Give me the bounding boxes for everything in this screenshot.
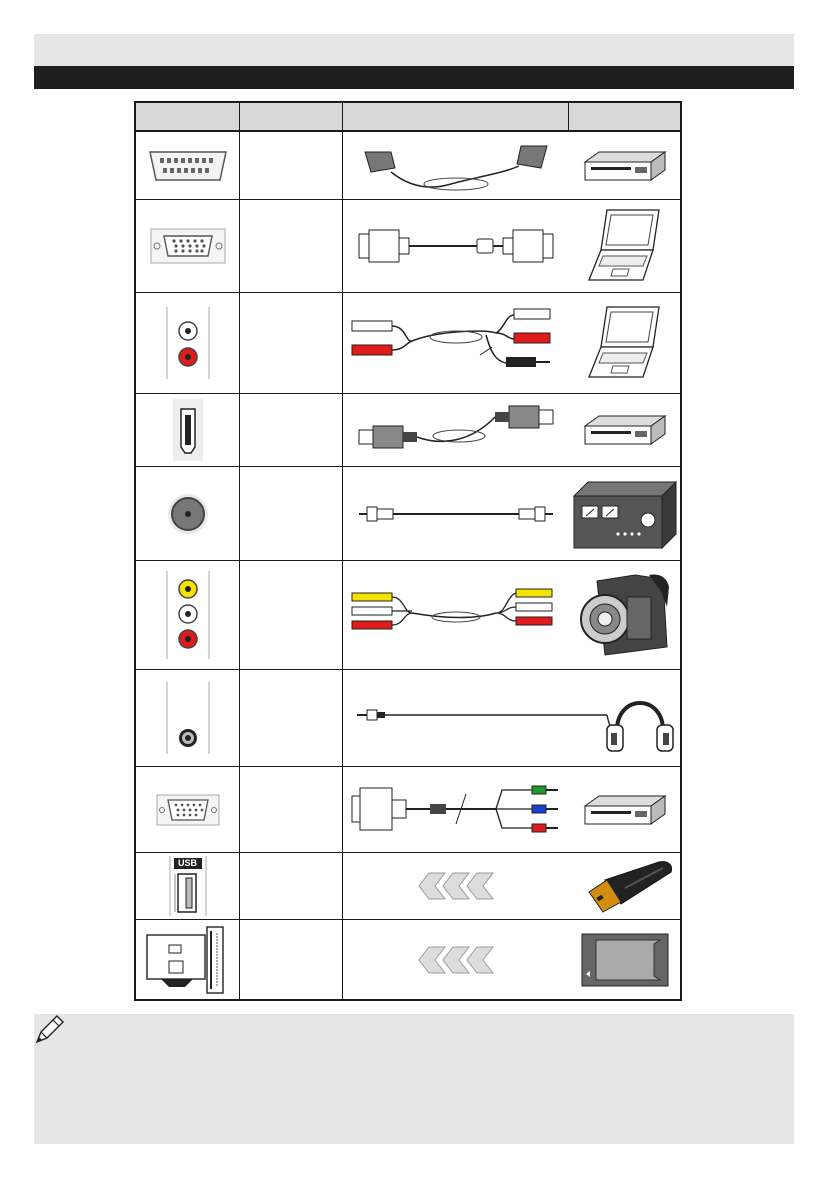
col-divider: [239, 103, 240, 999]
usb-label: USB: [177, 858, 197, 868]
usb-port-icon: [136, 853, 239, 919]
section-title-bar: [34, 66, 794, 89]
usb-stick-icon: [569, 853, 680, 919]
scart-port-icon: [136, 132, 239, 199]
hdmi-cable-icon: [343, 394, 568, 466]
note-box: [34, 1014, 794, 1144]
hdmi-port-icon: [136, 394, 239, 466]
amplifier-icon: [569, 467, 680, 560]
dvd-recorder-icon: [569, 767, 680, 852]
vga-cable-icon: [343, 200, 568, 292]
ci-slot-icon: [136, 920, 239, 999]
cam-module-icon: [569, 920, 680, 999]
coaxial-port-icon: [136, 467, 239, 560]
av-cable-icon: [343, 561, 568, 669]
audio-lr-port-icon: [136, 293, 239, 393]
top-band: [34, 34, 794, 66]
coaxial-cable-icon: [343, 467, 568, 560]
vga-port-icon: [136, 200, 239, 292]
ypbpr-port-icon: [136, 767, 239, 852]
connections-table: [134, 101, 682, 1001]
av-port-icon: [136, 561, 239, 669]
pencil-note-icon: [33, 1012, 67, 1046]
audio-rca-cable-icon: [343, 293, 568, 393]
dvd-recorder-icon: [569, 394, 680, 466]
insert-arrows-icon: [343, 853, 568, 919]
laptop-icon: [569, 293, 680, 393]
table-header: [136, 103, 680, 132]
headphone-port-icon: [136, 670, 239, 766]
insert-arrows-icon: [343, 920, 568, 999]
scart-cable-icon: [343, 132, 568, 199]
dvd-recorder-icon: [569, 132, 680, 199]
headphone-cable-icon: [343, 670, 680, 766]
col-divider: [568, 103, 569, 132]
camcorder-icon: [569, 561, 680, 669]
laptop-icon: [569, 200, 680, 292]
ypbpr-cable-icon: [343, 767, 568, 852]
